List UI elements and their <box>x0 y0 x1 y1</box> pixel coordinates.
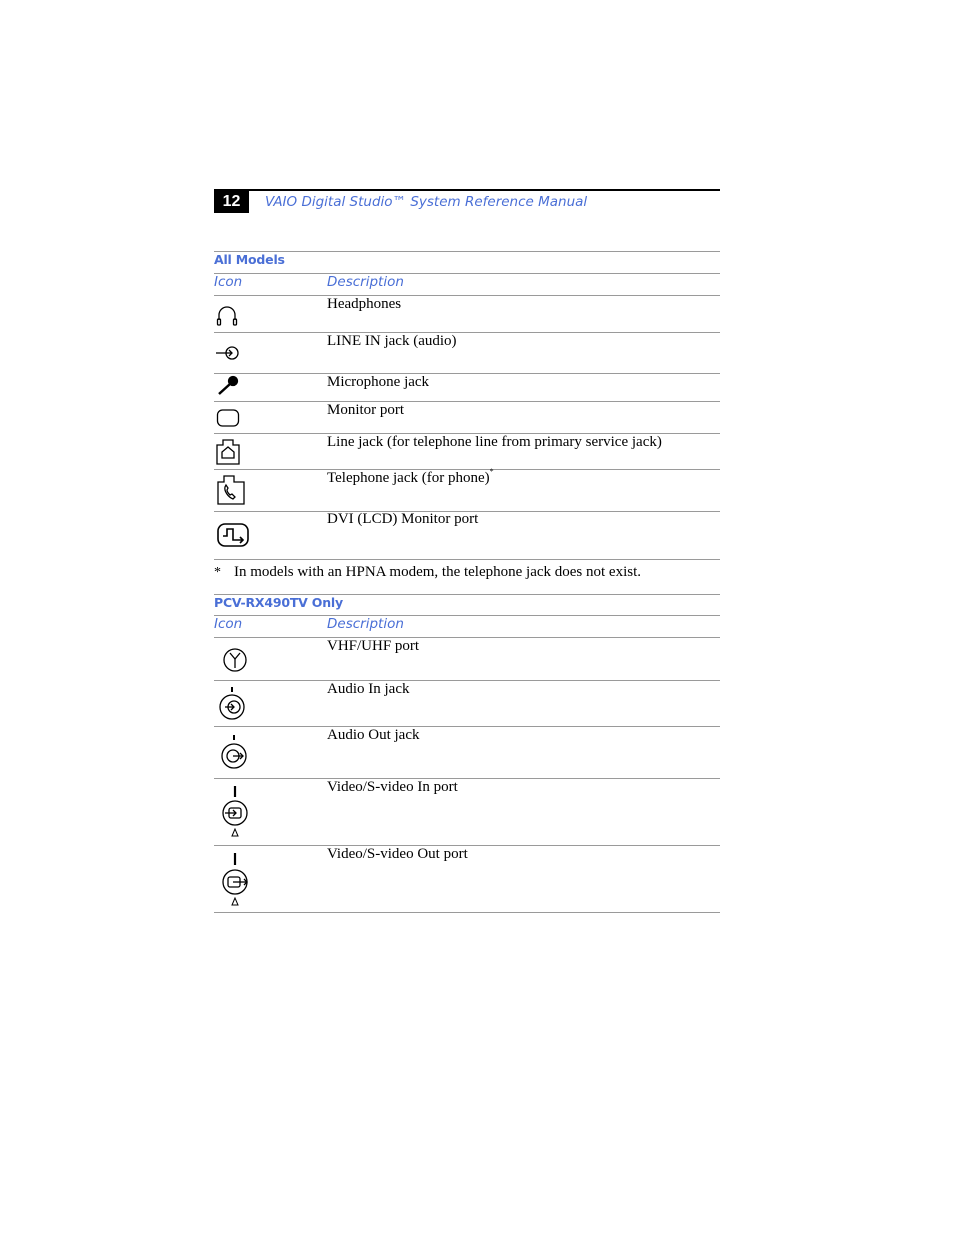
table-rule <box>214 332 720 333</box>
table-rule <box>214 637 720 638</box>
description-cell: LINE IN jack (audio) <box>327 333 457 349</box>
table-rule <box>214 615 720 616</box>
microphone-icon <box>216 375 240 397</box>
description-text: Telephone jack (for phone) <box>327 470 490 486</box>
description-cell: Audio Out jack <box>327 727 420 743</box>
description-cell: Microphone jack <box>327 374 430 390</box>
table-rule <box>214 680 720 681</box>
table-rule <box>214 726 720 727</box>
audio-in-icon <box>218 686 248 722</box>
page-number: 12 <box>214 191 249 213</box>
video-in-icon <box>220 784 250 840</box>
table-rule <box>214 401 720 402</box>
description-cell <box>327 467 494 487</box>
footnote-mark: * <box>214 565 221 580</box>
description-cell: Headphones <box>327 296 402 312</box>
column-header-description: Description <box>327 616 404 632</box>
table-rule <box>214 273 720 274</box>
audio-out-icon <box>220 734 250 770</box>
column-header-icon: Icon <box>214 616 243 632</box>
table-rule <box>214 559 720 560</box>
description-cell: Monitor port <box>327 402 405 418</box>
table-rule <box>214 295 720 296</box>
description-cell: DVI (LCD) Monitor port <box>327 511 479 527</box>
table-rule <box>214 912 720 913</box>
section-title-all-models: All Models <box>214 252 285 267</box>
line-jack-icon <box>215 438 241 466</box>
footnote-text: In models with an HPNA modem, the telephone jack does not exist. <box>234 564 642 580</box>
running-title: VAIO Digital Studio™ System Reference Manual <box>265 194 588 210</box>
line-in-icon <box>215 344 241 362</box>
description-cell: Video/S-video Out port <box>327 846 468 862</box>
table-rule <box>214 778 720 779</box>
dvi-icon <box>216 521 250 549</box>
column-header-icon: Icon <box>214 274 243 290</box>
telephone-jack-icon <box>216 474 246 506</box>
description-cell: Audio In jack <box>327 681 410 697</box>
footnote-marker: * <box>489 467 494 476</box>
description-cell: Video/S-video In port <box>327 779 458 795</box>
table-rule <box>214 373 720 374</box>
header-rule <box>214 189 720 191</box>
headphones-icon <box>215 305 239 329</box>
antenna-icon <box>222 647 248 673</box>
description-cell: Line jack (for telephone line from primary service jack) <box>327 434 662 450</box>
monitor-icon <box>216 408 240 428</box>
table-rule <box>214 251 720 252</box>
description-cell: VHF/UHF port <box>327 638 420 654</box>
column-header-description: Description <box>327 274 404 290</box>
video-out-icon <box>220 851 252 909</box>
section-title-pcv-only: PCV-RX490TV Only <box>214 595 343 610</box>
